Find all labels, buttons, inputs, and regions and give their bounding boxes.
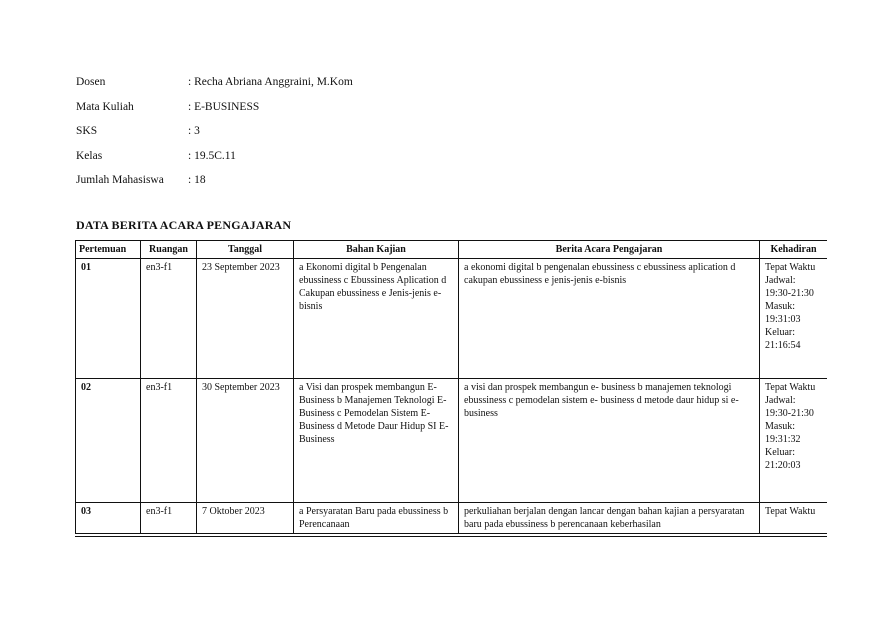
teaching-record-table-wrapper: [75, 240, 827, 537]
info-row-sks: [76, 123, 353, 148]
info-label: Kelas: [76, 149, 103, 162]
column-header-pertemuan: Pertemuan: [76, 241, 141, 259]
cell-pertemuan: 03: [76, 503, 141, 534]
info-label: SKS: [76, 125, 98, 137]
cell-berita-acara: a visi dan prospek membangun e- business b manajemen teknologi ebussiness c pemodelan sistem e- business d metode daur hidup si e- business: [459, 379, 760, 503]
cell-pertemuan: 02: [76, 379, 141, 503]
attendance-check-in: Masuk: 19:31:03: [765, 301, 801, 325]
table-row: [76, 379, 828, 503]
column-header-bahan-kajian: Bahan Kajian: [294, 241, 459, 259]
table-header-row: [76, 241, 828, 259]
table-row: [76, 259, 828, 379]
cell-ruangan: en3-f1: [141, 503, 197, 534]
cell-ruangan: en3-f1: [141, 379, 197, 503]
attendance-status: Tepat Waktu: [765, 382, 816, 393]
attendance-schedule: Jadwal: 19:30-21:30: [765, 395, 814, 419]
cell-pertemuan: 01: [76, 259, 141, 379]
info-row-jumlah-mahasiswa: [76, 172, 353, 197]
cell-kehadiran: [760, 259, 828, 379]
section-title: DATA BERITA ACARA PENGAJARAN: [76, 218, 292, 232]
info-label: Jumlah Mahasiswa: [76, 174, 164, 186]
table-row: [76, 503, 828, 534]
cell-berita-acara: perkuliahan berjalan dengan lancar dengan bahan kajian a persyaratan baru pada ebussiness b perencanaan keberhasilan: [459, 503, 760, 534]
column-header-tanggal: Tanggal: [197, 241, 294, 259]
info-value: : 18: [188, 174, 206, 186]
cell-tanggal: 30 September 2023: [197, 379, 294, 503]
column-header-berita-acara: Berita Acara Pengajaran: [459, 241, 760, 259]
info-value: : E-BUSINESS: [188, 100, 260, 113]
course-info: [76, 74, 353, 197]
attendance-status: Tepat Waktu: [765, 506, 816, 517]
cell-kehadiran: [760, 503, 828, 534]
attendance-check-out: Keluar: 21:16:54: [765, 327, 801, 351]
info-value: : Recha Abriana Anggraini, M.Kom: [188, 76, 353, 88]
attendance-check-out: Keluar: 21:20:03: [765, 447, 801, 471]
info-row-mata-kuliah: [76, 99, 353, 124]
column-header-kehadiran: Kehadiran: [760, 241, 828, 259]
teaching-record-table: [75, 240, 827, 534]
attendance-schedule: Jadwal: 19:30-21:30: [765, 275, 814, 299]
cell-berita-acara: a ekonomi digital b pengenalan ebussiness c ebussiness aplication d cakupan ebussiness e jenis-jenis e-bisnis: [459, 259, 760, 379]
cell-kehadiran: [760, 379, 828, 503]
attendance-status: Tepat Waktu: [765, 262, 816, 273]
info-row-kelas: [76, 148, 353, 173]
info-label: Mata Kuliah: [76, 100, 134, 113]
info-row-dosen: [76, 74, 353, 99]
cell-bahan-kajian: a Ekonomi digital b Pengenalan ebussiness c Ebussiness Aplication d Cakupan ebussiness e Jenis-jenis e-bisnis: [294, 259, 459, 379]
cell-bahan-kajian: a Visi dan prospek membangun E- Business b Manajemen Teknologi E-Business c Pemodelan Sistem E- Business d Metode Daur Hidup SI E-Business: [294, 379, 459, 503]
cell-ruangan: en3-f1: [141, 259, 197, 379]
info-value: : 19.5C.11: [188, 149, 236, 162]
info-value: : 3: [188, 125, 200, 137]
info-label: Dosen: [76, 76, 106, 88]
attendance-check-in: Masuk: 19:31:32: [765, 421, 801, 445]
cell-tanggal: 23 September 2023: [197, 259, 294, 379]
cell-bahan-kajian: a Persyaratan Baru pada ebussiness b Perencanaan: [294, 503, 459, 534]
column-header-ruangan: Ruangan: [141, 241, 197, 259]
cell-tanggal: 7 Oktober 2023: [197, 503, 294, 534]
